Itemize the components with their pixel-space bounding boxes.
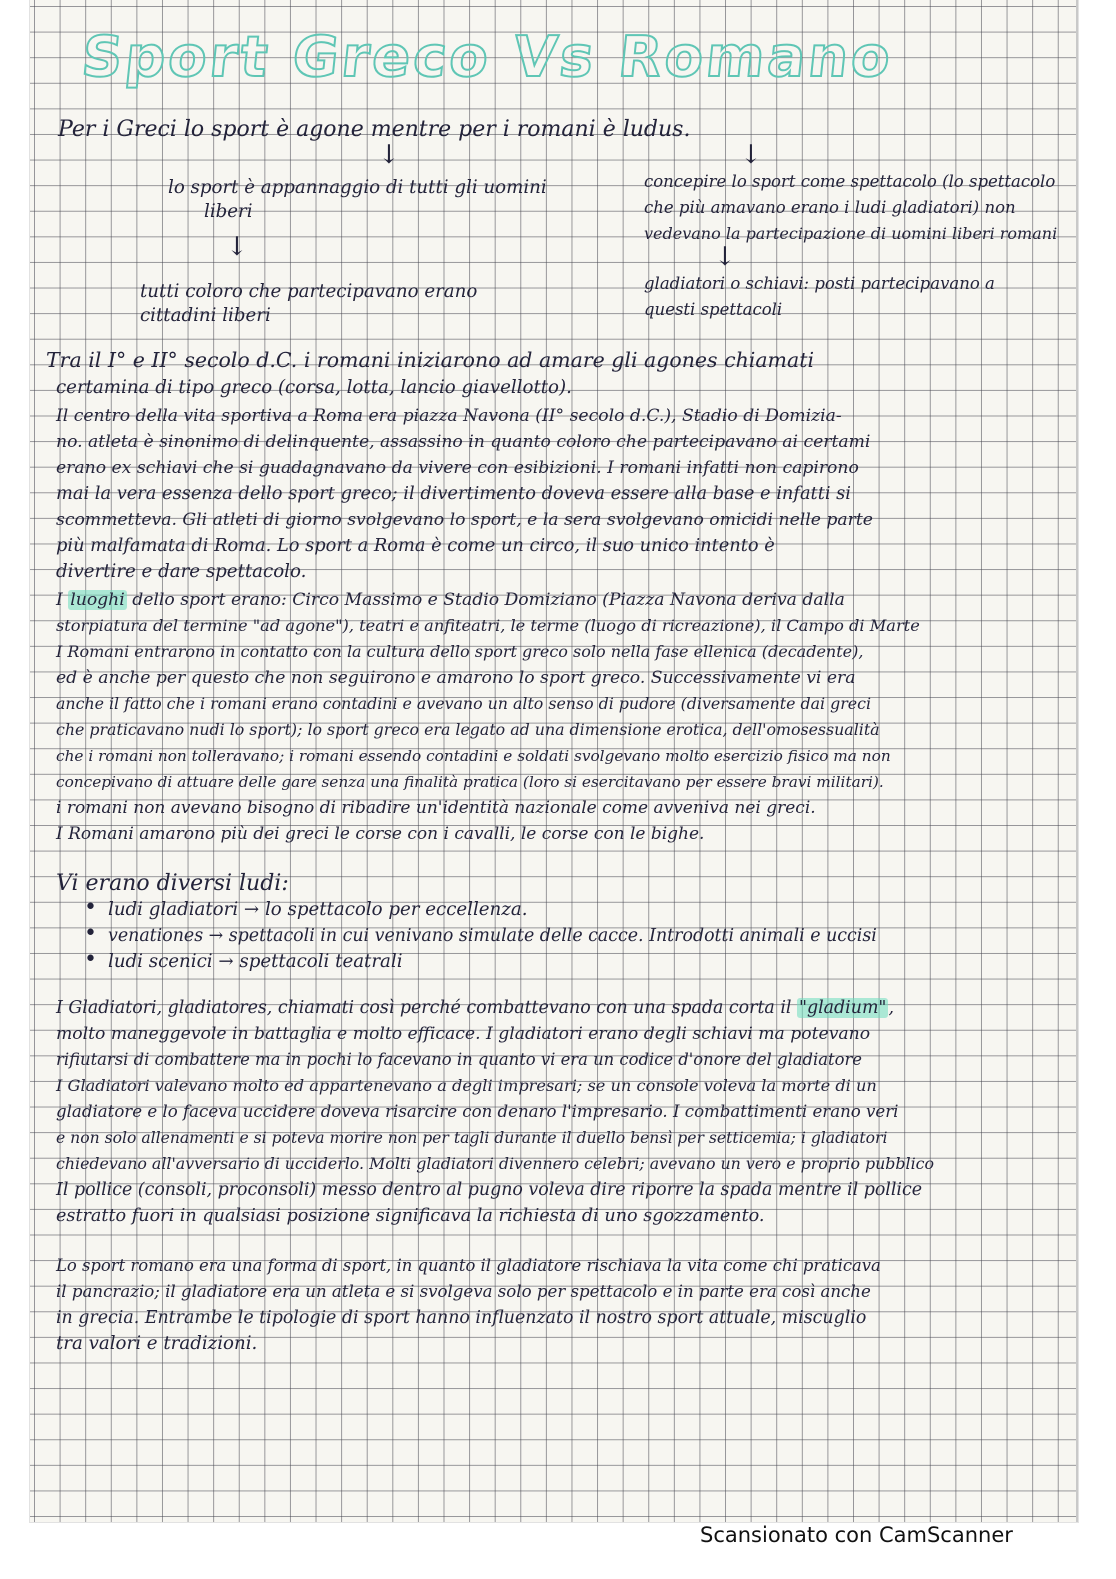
paragraph-line: I Romani amarono più dei greci le corse con i cavalli, le corse con le bighe.: [56, 824, 705, 844]
paragraph-line: più malfamata di Roma. Lo sport a Roma è come un circo, il suo unico intento è: [56, 535, 775, 556]
paragraph-line: mai la vera essenza dello sport greco; il divertimento doveva essere alla base e infatti si: [56, 483, 851, 504]
paragraph-line: concepivano di attuare delle gare senza una finalità pratica (loro si esercitavano per essere bravi militari).: [56, 773, 884, 791]
left-col-line: tutti coloro che partecipavano erano: [140, 281, 478, 302]
left-col-line: liberi: [204, 201, 253, 222]
paragraph-line: storpiatura del termine "ad agone"), teatri e anfiteatri, le terme (luogo di ricreazione), il Campo di Marte: [56, 616, 920, 635]
paragraph-line: il pancrazio; il gladiatore era un atleta e si svolgeva solo per spettacolo e in parte era così anche: [56, 1282, 871, 1301]
left-col-line: lo sport è appannaggio di tutti gli uomini: [168, 177, 547, 198]
paragraph-line: no. atleta è sinonimo di delinquente, assassino in quanto coloro che partecipavano ai certami: [56, 432, 871, 452]
paragraph-line: Tra il I° e II° secolo d.C. i romani iniziarono ad amare gli agones chiamati: [46, 348, 814, 372]
paragraph-line: estratto fuori in qualsiasi posizione significava la richiesta di uno sgozzamento.: [56, 1206, 765, 1226]
paragraph-line: rifiutarsi di combattere ma in pochi lo facevano in quanto vi era un codice d'onore del gladiatore: [56, 1050, 862, 1069]
page-title: Sport Greco Vs Romano: [78, 25, 897, 90]
paragraph-line: gladiatore e lo faceva uccidere doveva risarcire con denaro l'impresario. I combattimenti erano veri: [56, 1102, 899, 1121]
paragraph-text: I Gladiatori, gladiatores, chiamati così perché combattevano con una spada corta il: [56, 998, 797, 1018]
paragraph-line: certamina di tipo greco (corsa, lotta, lancio giavellotto).: [56, 377, 572, 398]
paragraph-line: Il pollice (consoli, proconsoli) messo dentro al pugno voleva dire riporre la spada mentre il pollice: [56, 1180, 923, 1200]
arrow-down-icon: ↓: [226, 232, 248, 262]
paragraph-text: dello sport erano: Circo Massimo e Stadio Domiziano (Piazza Navona deriva dalla: [126, 590, 845, 610]
paragraph-line: I Gladiatori valevano molto ed appartenevano a degli impresari; se un console voleva la morte di un: [56, 1076, 877, 1095]
paragraph-line: molto maneggevole in battaglia e molto efficace. I gladiatori erano degli schiavi ma potevano: [56, 1024, 871, 1044]
paragraph-line: anche il fatto che i romani erano contadini e avevano un alto senso di pudore (diversamente dai greci: [56, 694, 872, 713]
ludi-item: venationes → spettacoli in cui venivano simulate delle cacce. Introdotti animali e uccisi: [108, 926, 877, 946]
paragraph-line: [56, 588, 845, 612]
paragraph-line: in grecia. Entrambe le tipologie di sport hanno influenzato il nostro sport attuale, miscuglio: [56, 1308, 867, 1328]
paragraph-line: tra valori e tradizioni.: [56, 1333, 258, 1354]
left-col-line: cittadini liberi: [140, 305, 271, 326]
paragraph-line: [56, 996, 894, 1020]
right-col-line: che più amavano erano i ludi gladiatori) non: [644, 198, 1016, 217]
paragraph-text: ,: [888, 998, 894, 1018]
paragraph-line: e non solo allenamenti e si poteva morire non per tagli durante il duello bensì per setticemia; i gladiatori: [56, 1129, 888, 1147]
bullet-icon: •: [84, 895, 97, 920]
arrow-down-icon: ↓: [714, 242, 736, 272]
right-col-line: vedevano la partecipazione di uomini liberi romani: [644, 224, 1058, 243]
right-col-line: gladiatori o schiavi: posti partecipavano a: [644, 274, 995, 293]
right-col-line: questi spettacoli: [644, 300, 783, 319]
highlighted-word: "gladium": [798, 998, 887, 1018]
paragraph-line: che i romani non tolleravano; i romani essendo contadini e soldati svolgevano molto esercizio fisico ma non: [56, 747, 891, 765]
ludi-item: ludi gladiatori → lo spettacolo per eccellenza.: [108, 899, 528, 920]
paragraph-line: erano ex schiavi che si guadagnavano da vivere con esibizioni. I romani infatti non capirono: [56, 458, 859, 478]
paragraph-line: divertire e dare spettacolo.: [56, 561, 307, 582]
bullet-icon: •: [84, 947, 97, 972]
paragraph-line: i romani non avevano bisogno di ribadire un'identità nazionale come avveniva nei greci.: [56, 798, 816, 818]
paragraph-line: Lo sport romano era una forma di sport, in quanto il gladiatore rischiava la vita come chi praticava: [56, 1256, 881, 1275]
highlighted-word: luoghi: [70, 590, 125, 610]
bullet-icon: •: [84, 921, 97, 946]
paragraph-line: che praticavano nudi lo sport); lo sport greco era legato ad una dimensione erotica, dell'omosessualità: [56, 720, 880, 739]
scanner-watermark: Scansionato con CamScanner: [700, 1523, 1013, 1547]
arrow-down-icon: ↓: [740, 140, 762, 170]
paragraph-text: I: [56, 590, 69, 610]
intro-line: Per i Greci lo sport è agone mentre per i romani è ludus.: [58, 117, 691, 142]
paragraph-line: scommetteva. Gli atleti di giorno svolgevano lo sport, e la sera svolgevano omicidi nelle parte: [56, 510, 873, 530]
paragraph-line: chiedevano all'avversario di ucciderlo. Molti gladiatori divennero celebri; avevano un vero e proprio pubblico: [56, 1154, 934, 1173]
paragraph-line: Il centro della vita sportiva a Roma era piazza Navona (II° secolo d.C.), Stadio di Domizia-: [56, 406, 842, 426]
right-col-line: concepire lo sport come spettacolo (lo spettacolo: [644, 172, 1056, 191]
ludi-intro: Vi erano diversi ludi:: [56, 871, 289, 896]
paragraph-line: ed è anche per questo che non seguirono e amarono lo sport greco. Successivamente vi era: [56, 668, 856, 688]
paragraph-line: I Romani entrarono in contatto con la cultura dello sport greco solo nella fase ellenica (decadente),: [56, 642, 864, 661]
ludi-item: ludi scenici → spettacoli teatrali: [108, 951, 403, 972]
arrow-down-icon: ↓: [378, 140, 400, 170]
